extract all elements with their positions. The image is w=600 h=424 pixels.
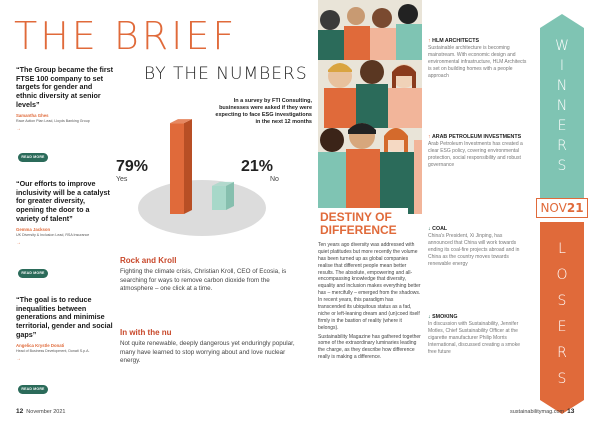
yes-label: Yes	[116, 176, 128, 183]
quote-text: “Our efforts to improve inclusivity will be a catalyst for greater diversity, opening the door to a variety of talent”	[16, 179, 110, 223]
banner-letter: O	[556, 267, 568, 283]
rock-and-kroll-body: Fighting the climate crisis, Christian Kroll, CEO of Ecosia, is searching for ways to remove carbon dioxide from the atmosphere – one click at a time.	[120, 268, 287, 292]
banner-letter: L	[558, 241, 566, 257]
item-body: Sustainable architecture is becoming mainstream. With economic design and environmental infrastructure, HLM Architects is set on building homes with a people approach	[428, 45, 527, 79]
page-number-left: 12	[16, 408, 24, 415]
losers-label	[540, 236, 584, 392]
quote-author: Angelica Krystle Donati	[16, 343, 65, 349]
banner-letter: R	[557, 345, 567, 361]
item-heading: HLM ARCHITECTS	[432, 38, 480, 44]
quote-author: Gemma Jackson	[16, 227, 51, 233]
read-more-button[interactable]: READ MORE	[18, 269, 48, 278]
quote-block-2	[16, 180, 114, 246]
item-body: China's President, Xi Jinping, has announced that China will work towards ending its coal-fire projects abroad and in China as the country moves towards renewable energy	[428, 233, 520, 267]
issue-date-badge	[536, 198, 588, 218]
item-heading: COAL	[432, 226, 448, 232]
survey-description: In a survey by FTI Consulting, businesses were asked if they were expecting to face ESG investigations in the next 12 months	[215, 98, 312, 125]
chart-base-ellipse	[138, 180, 266, 236]
banner-letter: S	[557, 293, 567, 309]
banner-letter: R	[557, 138, 567, 154]
quote-block-1	[16, 66, 114, 132]
winner-item-hlm	[428, 38, 528, 79]
quote-text: “The Group became the first FTSE 100 company to set targets for gender and ethnic diversity at senior levels”	[16, 65, 114, 109]
item-heading: ARAB PETROLEUM INVESTMENTS	[431, 134, 522, 140]
loser-item-smoking	[428, 314, 528, 355]
quote-text: “The goal is to reduce inequalities between generations and minimise territorial, gender and social gaps”	[16, 295, 113, 339]
banner-letter: W	[555, 38, 569, 54]
quote-author: Samantha Ghes	[16, 113, 49, 119]
arrow-right-icon: →	[16, 125, 21, 132]
issue-year: 21	[566, 201, 584, 215]
rock-and-kroll-heading: Rock and Kroll	[120, 256, 177, 265]
quote-block-3	[16, 296, 114, 362]
quote-author-role: UK Diversity & Inclusion Lead, RSA Insurance	[16, 233, 90, 238]
arrow-up-icon: ↑	[428, 134, 431, 140]
winners-arrow-tip	[540, 14, 584, 28]
nuclear-body: Not quite renewable, deeply dangerous yet enduringly popular, many have learned to stop worrying about and love nuclear energy.	[120, 340, 295, 364]
footer-left	[16, 408, 65, 415]
banner-letter: I	[559, 58, 565, 74]
bar-side-no	[226, 182, 234, 210]
yes-percentage: 79%	[116, 158, 149, 175]
destiny-paragraph-1: Ten years ago diversity was addressed with quiet platitudes but more recently the volume has been turned up as global companies realise that different people mean better results. The absolute, empowering and all-encompassing knowledge that diversity, equality and inclusion makes everything better has – mercifully – emerged from the shadows. In recent years, this paradigm has transcended its ubiquitous status as a fad, niche or left-leaning dream and (un)coed itself firmly in the bastion of reality (where it belongs).	[318, 242, 421, 331]
page-title: THE BRIEF	[14, 14, 238, 58]
destiny-paragraph-2: Sustainability Magazine has gathered together some of the extraordinary luminaries leading the charge, as they describe how difference really is making a difference.	[318, 333, 421, 361]
banner-letter: E	[557, 118, 567, 134]
arrow-right-icon: →	[16, 355, 21, 362]
issue-date: November 2021	[26, 409, 66, 415]
bar-yes	[170, 123, 184, 214]
page-number-right: 13	[567, 408, 575, 415]
nuclear-heading: In with the nu	[120, 328, 172, 337]
banner-letter: N	[556, 78, 568, 94]
no-label: No	[270, 176, 279, 183]
banner-letter: S	[557, 371, 567, 387]
arrow-up-icon: ↑	[428, 38, 431, 44]
footer-right	[510, 408, 574, 415]
loser-item-coal	[428, 226, 528, 267]
arrow-down-icon: ↓	[428, 314, 431, 320]
numbers-heading: BY THE NUMBERS	[144, 64, 308, 84]
arrow-right-icon: →	[16, 239, 21, 246]
bar-no	[212, 186, 226, 210]
banner-letter: E	[557, 319, 567, 335]
website: sustainabilitymag.com	[510, 409, 565, 415]
winners-label	[540, 36, 584, 176]
no-percentage: 21%	[241, 158, 274, 175]
read-more-button[interactable]: READ MORE	[18, 153, 48, 162]
quote-author-role: Head of Business Development, Donati S.p.A.	[16, 349, 90, 354]
item-body: In discussion with Sustainability, Jennifer Motles, Chief Sustainability Officer at the cigarette manufacturer Philip Morris International, discussed creating a smoke free future	[428, 321, 520, 355]
destiny-heading: DESTINY OF DIFFERENCE	[318, 208, 408, 236]
issue-month: NOV	[540, 201, 567, 215]
diverse-people-illustration	[318, 0, 422, 214]
destiny-body	[318, 242, 422, 363]
banner-letter: N	[556, 98, 568, 114]
item-body: Arab Petroleum Investments has created a clear ESG policy, covering environmental protection, social responsibility and robust governance	[428, 141, 523, 168]
read-more-button[interactable]: READ MORE	[18, 385, 48, 394]
winner-item-arab-petroleum	[428, 134, 528, 169]
arrow-down-icon: ↓	[428, 226, 431, 232]
bar-side-yes	[184, 119, 192, 214]
item-heading: SMOKING	[432, 314, 458, 320]
banner-letter: S	[557, 158, 567, 174]
quote-author-role: Race Action Plan Lead, Lloyds Banking Group	[16, 119, 90, 124]
